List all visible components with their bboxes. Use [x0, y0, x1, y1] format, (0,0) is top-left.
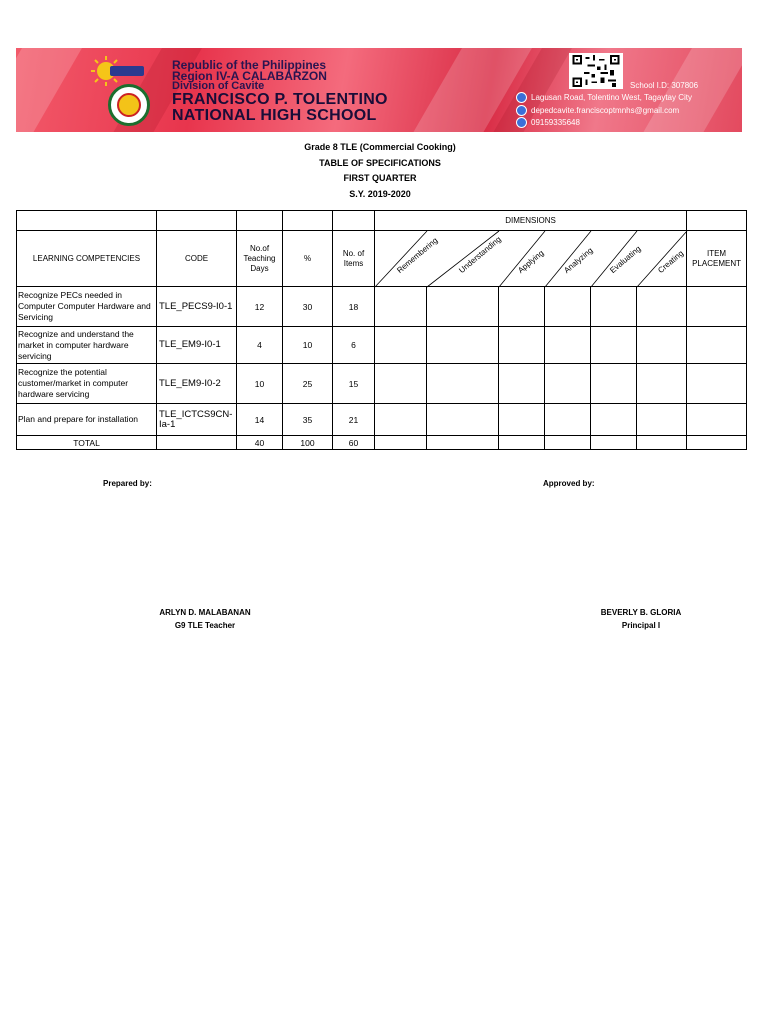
- dimension-cell: [427, 327, 499, 364]
- location-icon: [516, 92, 527, 103]
- dimension-cell: [591, 327, 637, 364]
- dimension-label: Remembering: [395, 235, 440, 275]
- dimension-cell: [375, 287, 427, 327]
- dimension-cell: [545, 287, 591, 327]
- table-of-specifications: [16, 210, 747, 450]
- header-item-placement: ITEM PLACEMENT: [687, 231, 747, 287]
- approved-by-label: Approved by:: [543, 479, 595, 488]
- dimension-cell: [637, 404, 687, 436]
- teaching-days-cell: 14: [237, 404, 283, 436]
- dimension-cell: [637, 364, 687, 404]
- approver-name: BEVERLY B. GLORIA: [600, 608, 682, 617]
- items-cell: 18: [333, 287, 375, 327]
- dimension-divider-line: [427, 231, 499, 287]
- dimension-cell: [375, 327, 427, 364]
- header-percent: %: [283, 231, 333, 287]
- percent-cell: 25: [283, 364, 333, 404]
- table-row: [17, 287, 747, 327]
- dimension-cell: [499, 364, 545, 404]
- dimension-cell: [545, 327, 591, 364]
- title-subject: Grade 8 TLE (Commercial Cooking): [304, 142, 456, 152]
- deped-logo-icon: [76, 54, 156, 88]
- item-placement-cell: [687, 404, 747, 436]
- table-row: [17, 404, 747, 436]
- title-school-year: S.Y. 2019-2020: [349, 188, 411, 199]
- dimension-cell: [499, 287, 545, 327]
- header-code: CODE: [157, 231, 237, 287]
- items-cell: 15: [333, 364, 375, 404]
- phone-text: 09159335648: [531, 118, 580, 127]
- competency-cell: Recognize and understand the market in computer hardware servicing: [17, 327, 157, 364]
- preparer-signature: [120, 606, 290, 632]
- header-competencies: LEARNING COMPETENCIES: [17, 231, 157, 287]
- dimension-label: Applying: [516, 248, 546, 275]
- email-line: [516, 105, 679, 116]
- preparer-name: ARLYN D. MALABANAN: [159, 608, 251, 617]
- school-banner: [16, 48, 742, 132]
- item-placement-cell: [687, 364, 747, 404]
- approver-signature: [556, 606, 726, 632]
- dimension-label: Creating: [656, 248, 686, 275]
- facebook-icon: [516, 117, 527, 128]
- banner-republic: Republic of the Philippines: [172, 58, 327, 72]
- table-header-row-top: [17, 211, 747, 231]
- school-id: School I.D: 307806: [630, 81, 699, 90]
- banner-school-name-2: NATIONAL HIGH SCHOOL: [172, 107, 377, 124]
- dimension-cell: [375, 364, 427, 404]
- address-text: Lagusan Road, Tolentino West, Tagaytay City: [531, 93, 692, 102]
- preparer-title: G9 TLE Teacher: [174, 621, 236, 630]
- approver-title: Principal I: [621, 621, 661, 630]
- dimension-label: Understanding: [457, 234, 503, 275]
- dimension-cell: [591, 364, 637, 404]
- items-cell: 21: [333, 404, 375, 436]
- competency-cell: Plan and prepare for installation: [17, 404, 157, 436]
- dimension-cell: [499, 327, 545, 364]
- header-teaching-days: No.of Teaching Days: [237, 231, 283, 287]
- banner-decoration: [634, 48, 742, 132]
- teaching-days-cell: 4: [237, 327, 283, 364]
- total-items: 60: [333, 436, 375, 450]
- title-quarter: FIRST QUARTER: [343, 173, 417, 183]
- teaching-days-cell: 10: [237, 364, 283, 404]
- title-document: TABLE OF SPECIFICATIONS: [319, 157, 441, 168]
- code-cell: TLE_PECS9-I0-1: [157, 287, 237, 327]
- percent-cell: 35: [283, 404, 333, 436]
- dimensions-header: DIMENSIONS: [375, 211, 687, 231]
- dimension-cell: [591, 404, 637, 436]
- table-total-row: [17, 436, 747, 450]
- dimension-cell: [545, 404, 591, 436]
- banner-region: Region IV-A CALABARZON: [172, 69, 327, 83]
- prepared-by-label: Prepared by:: [103, 479, 152, 488]
- dimension-cell: [545, 364, 591, 404]
- teaching-days-cell: 12: [237, 287, 283, 327]
- item-placement-cell: [687, 327, 747, 364]
- total-days: 40: [237, 436, 283, 450]
- code-cell: TLE_ICTCS9CN-Ia-1: [157, 404, 237, 436]
- email-text: depedcavite.franciscoptmnhs@gmail.com: [531, 106, 680, 115]
- header-items: No. of Items: [333, 231, 375, 287]
- item-placement-cell: [687, 287, 747, 327]
- percent-cell: 10: [283, 327, 333, 364]
- items-cell: 6: [333, 327, 375, 364]
- dimension-cell: [591, 287, 637, 327]
- qr-code-icon: [569, 53, 623, 89]
- banner-division: Division of Cavite: [172, 80, 265, 92]
- table-header-row: [17, 231, 747, 287]
- dimension-cell: [427, 287, 499, 327]
- phone-line: [516, 117, 580, 128]
- dimension-label: Analyzing: [562, 245, 595, 275]
- dimension-columns-header: [375, 231, 687, 287]
- document-titles: [0, 140, 760, 202]
- table-row: [17, 364, 747, 404]
- dimension-label: Evaluating: [608, 243, 643, 275]
- dimension-cell: [427, 404, 499, 436]
- competency-cell: Recognize the potential customer/market in computer hardware servicing: [17, 364, 157, 404]
- dimension-cell: [637, 287, 687, 327]
- total-percent: 100: [283, 436, 333, 450]
- dimension-cell: [637, 327, 687, 364]
- dimension-cell: [427, 364, 499, 404]
- table-row: [17, 327, 747, 364]
- banner-school-name-1: FRANCISCO P. TOLENTINO: [172, 91, 388, 108]
- code-cell: TLE_EM9-I0-2: [157, 364, 237, 404]
- dimension-cell: [375, 404, 427, 436]
- code-cell: TLE_EM9-I0-1: [157, 327, 237, 364]
- percent-cell: 30: [283, 287, 333, 327]
- email-icon: [516, 105, 527, 116]
- dimension-cell: [499, 404, 545, 436]
- competency-cell: Recognize PECs needed in Computer Computer Hardware and Servicing: [17, 287, 157, 327]
- total-label: TOTAL: [17, 436, 157, 450]
- school-seal-icon: [108, 84, 150, 126]
- address-line: [516, 92, 692, 103]
